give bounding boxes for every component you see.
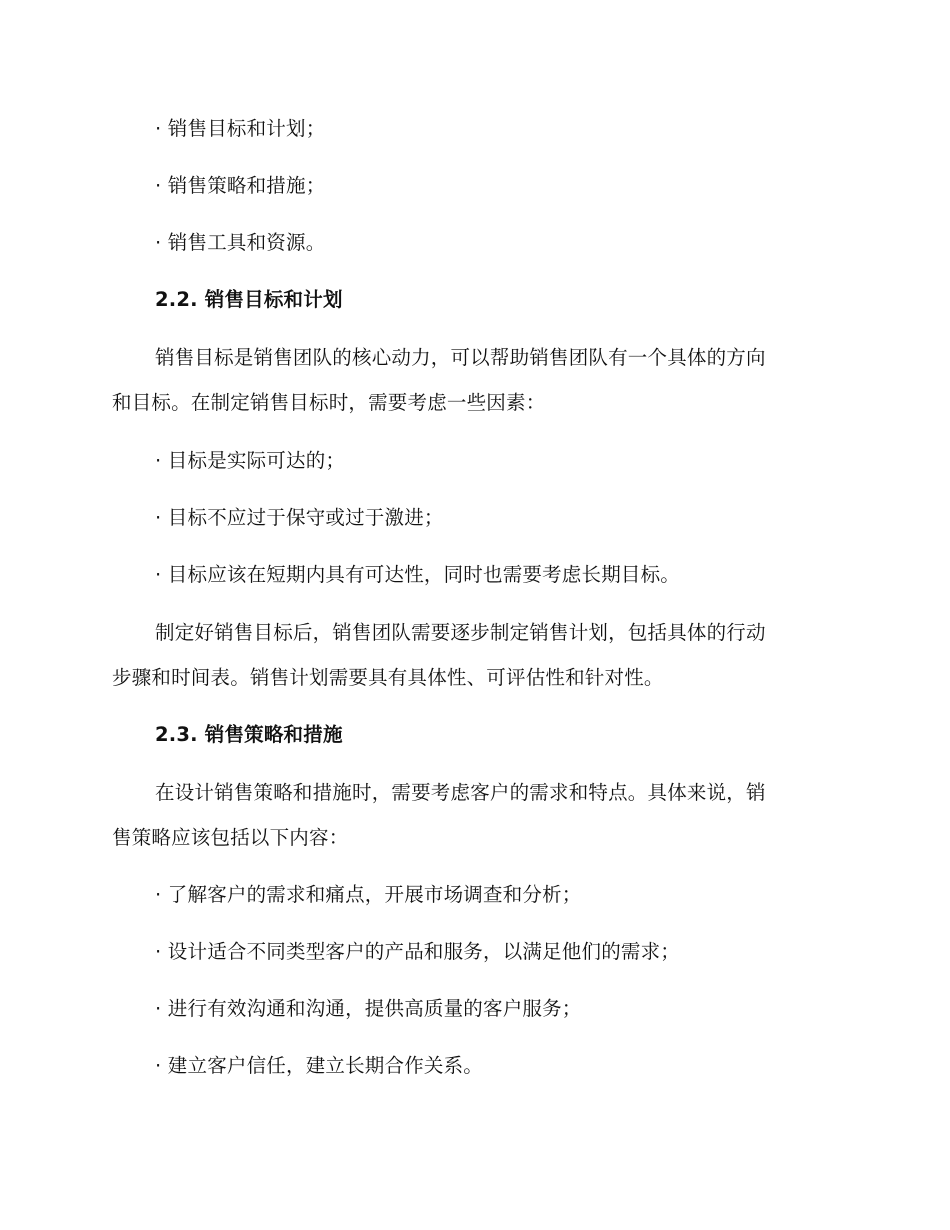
list-item: · 目标是实际可达的；	[155, 449, 346, 472]
list-item: · 设计适合不同类型客户的产品和服务，以满足他们的需求；	[155, 940, 680, 963]
section-heading-2-2: 2.2. 销售目标和计划	[155, 288, 343, 311]
paragraph-line: 在设计销售策略和措施时，需要考虑客户的需求和特点。具体来说，销	[155, 781, 766, 804]
list-item: · 销售策略和措施；	[155, 174, 326, 197]
list-item: · 了解客户的需求和痛点，开展市场调查和分析；	[155, 883, 582, 906]
paragraph-line: 和目标。在制定销售目标时，需要考虑一些因素：	[112, 391, 546, 414]
list-item: · 销售目标和计划；	[155, 117, 326, 140]
list-item: · 目标不应过于保守或过于激进；	[155, 506, 444, 529]
list-item: · 销售工具和资源。	[155, 231, 326, 254]
list-item: · 建立客户信任，建立长期合作关系。	[155, 1054, 483, 1077]
paragraph-line: 制定好销售目标后，销售团队需要逐步制定销售计划，包括具体的行动	[155, 621, 766, 644]
paragraph-line: 售策略应该包括以下内容：	[112, 826, 349, 849]
paragraph-line: 销售目标是销售团队的核心动力，可以帮助销售团队有一个具体的方向	[155, 346, 766, 369]
paragraph-line: 步骤和时间表。销售计划需要具有具体性、可评估性和针对性。	[112, 666, 664, 689]
list-item: · 进行有效沟通和沟通，提供高质量的客户服务；	[155, 997, 582, 1020]
list-item: · 目标应该在短期内具有可达性，同时也需要考虑长期目标。	[155, 563, 680, 586]
section-heading-2-3: 2.3. 销售策略和措施	[155, 723, 343, 746]
